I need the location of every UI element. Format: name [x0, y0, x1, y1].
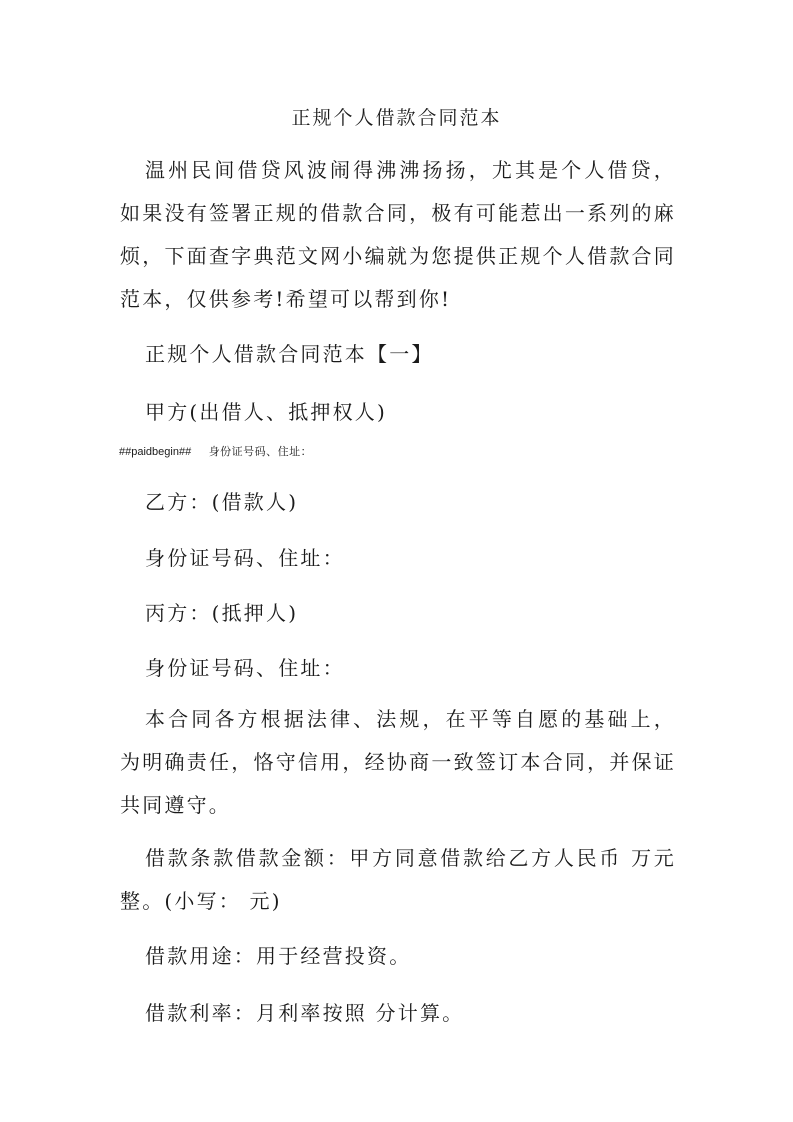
party-c-id-line: 身份证号码、住址： [145, 656, 345, 680]
loan-purpose-line: 借款用途：用于经营投资。 [145, 944, 412, 968]
party-c-line: 丙方：(抵押人) [145, 601, 299, 625]
document-title: 正规个人借款合同范本 [291, 107, 502, 129]
loan-amount-paragraph: 借款条款借款金额：甲方同意借款给乙方人民币 万元整。(小写： 元) [120, 846, 676, 913]
party-a-id-line: 身份证号码、住址： [208, 445, 313, 458]
party-a-line: 甲方(出借人、抵押权人) [145, 400, 388, 424]
paid-marker: ##paidbegin## [119, 446, 192, 458]
paid-marker-line [119, 443, 312, 459]
party-b-line: 乙方：(借款人) [145, 490, 299, 514]
loan-rate-line: 借款利率：月利率按照 分计算。 [145, 1001, 465, 1025]
party-b-id-line: 身份证号码、住址： [145, 546, 345, 570]
intro-paragraph: 温州民间借贷风波闹得沸沸扬扬，尤其是个人借贷，如果没有签署正规的借款合同，极有可能惹出一系列的麻烦，下面查字典范文网小编就为您提供正规个人借款合同范本，仅供参考!希望可以帮到你! [120, 158, 676, 311]
section-heading: 正规个人借款合同范本【一】 [145, 342, 434, 366]
preamble-paragraph: 本合同各方根据法律、法规，在平等自愿的基础上，为明确责任，恪守信用，经协商一致签订本合同，并保证共同遵守。 [120, 707, 676, 817]
